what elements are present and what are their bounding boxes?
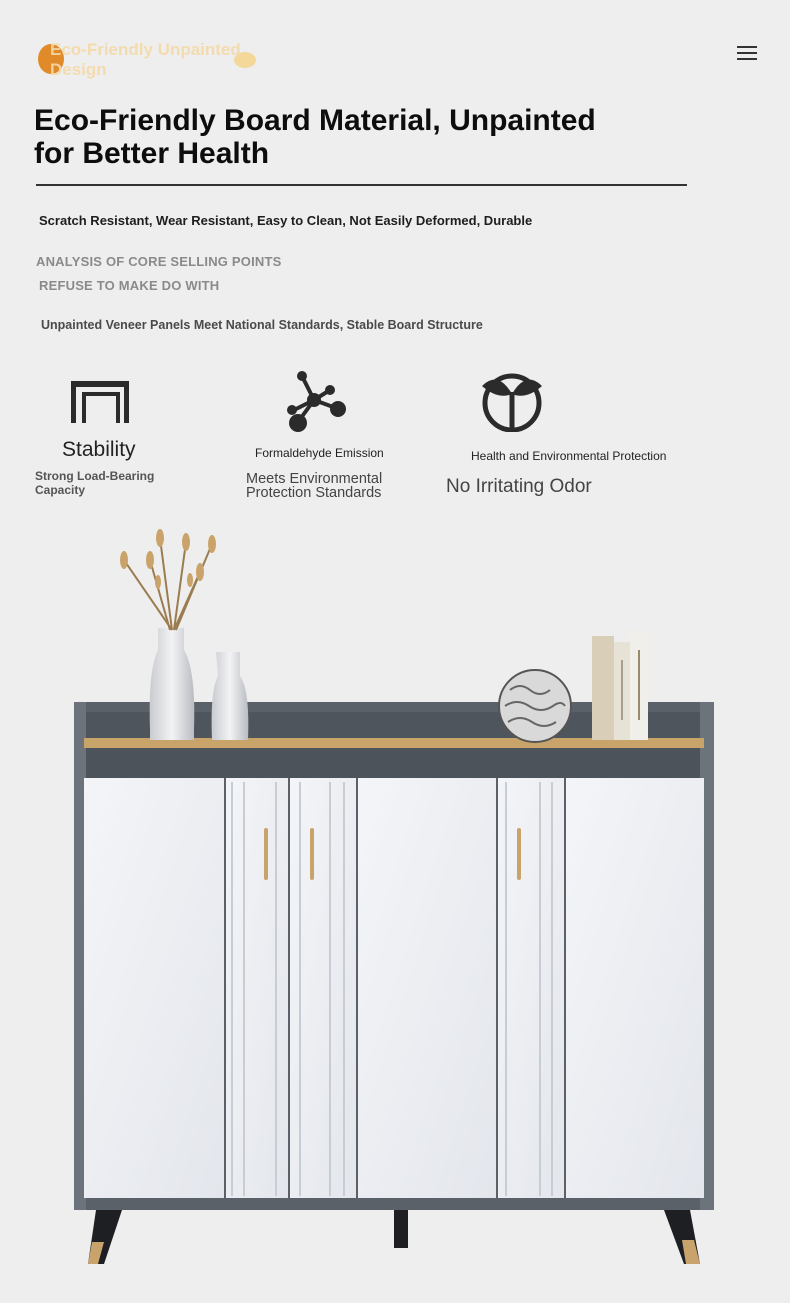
feature-title-health: Health and Environmental Protection	[471, 449, 667, 463]
brand-name: Eco-Friendly Unpainted Design	[50, 40, 241, 79]
feature-title-formaldehyde: Formaldehyde Emission	[255, 446, 384, 460]
refuse-label: REFUSE TO MAKE DO WITH	[39, 278, 220, 293]
feature-subtitle-formaldehyde: Meets Environmental Protection Standards	[246, 471, 383, 501]
table-icon	[70, 380, 132, 424]
molecule-icon	[284, 370, 348, 434]
feature-title-stability: Stability	[62, 438, 136, 461]
veneer-note: Unpainted Veneer Panels Meet National Standards, Stable Board Structure	[41, 318, 483, 332]
feature-subheadline: Scratch Resistant, Wear Resistant, Easy to Clean, Not Easily Deformed, Durable	[39, 213, 533, 228]
leaf-sprout-icon	[480, 372, 544, 432]
headline-divider	[36, 184, 687, 186]
analysis-label: ANALYSIS OF CORE SELLING POINTS	[36, 254, 282, 269]
page-headline: Eco-Friendly Board Material, Unpainted for Better Health	[34, 104, 596, 170]
feature-subtitle-stability: Strong Load-Bearing Capacity	[35, 469, 155, 497]
brand-logo[interactable]	[38, 40, 268, 82]
cabinet-product-image	[0, 520, 790, 1280]
hamburger-menu-icon[interactable]	[737, 46, 757, 62]
feature-subtitle-health: No Irritating Odor	[446, 476, 592, 497]
